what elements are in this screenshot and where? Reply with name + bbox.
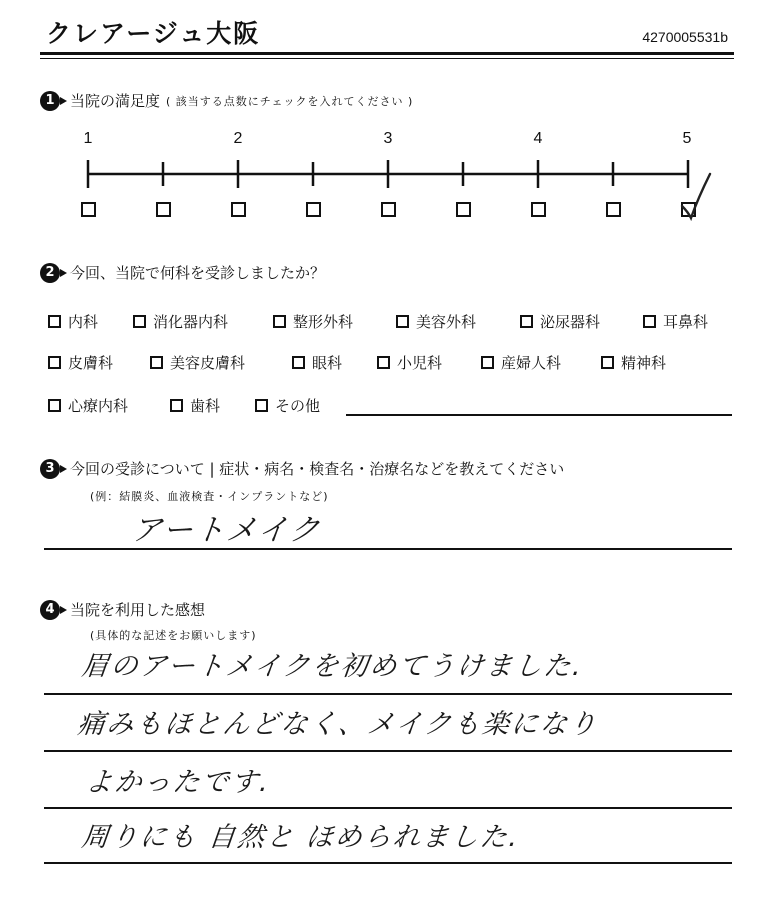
q3-number-badge: 3: [40, 459, 60, 479]
checkbox[interactable]: [377, 356, 390, 369]
option-dermatology[interactable]: [48, 352, 113, 373]
q2-number-badge: 2: [40, 263, 60, 283]
option-label: 内科: [68, 313, 99, 331]
option-label: 泌尿器科: [540, 313, 601, 331]
option-obstetrics[interactable]: [481, 352, 561, 373]
q1-title: 当院の満足度: [70, 92, 161, 110]
option-label: 眼科: [312, 354, 343, 372]
option-cosmetic-dermatology[interactable]: [150, 352, 245, 373]
score-checkbox-2[interactable]: [156, 202, 171, 217]
q4-rule-4[interactable]: [44, 862, 732, 864]
checkbox[interactable]: [48, 399, 61, 412]
q4-answer-line-2: 痛みもほとんどなく、メイクも楽になり: [76, 709, 600, 740]
clinic-name: クレアージュ大阪: [46, 19, 261, 48]
checkbox[interactable]: [292, 356, 305, 369]
q2-heading: [40, 262, 325, 283]
option-label: 整形外科: [293, 313, 354, 331]
q4-title: 当院を利用した感想: [70, 601, 206, 619]
option-cosmetic-surgery[interactable]: [396, 311, 476, 332]
q3-answer-line[interactable]: [44, 548, 732, 550]
score-checkbox-3[interactable]: [231, 202, 246, 217]
option-urology[interactable]: [520, 311, 600, 332]
scale-label-4: 4: [533, 130, 543, 147]
q1-note: ( 該当する点数にチェックを入れてください ): [166, 94, 414, 108]
checkmark-icon: [676, 168, 716, 224]
option-label: 美容皮膚科: [170, 354, 246, 372]
document-id: 4270005531b: [642, 29, 728, 45]
checkbox[interactable]: [150, 356, 163, 369]
q4-rule-2[interactable]: [44, 750, 732, 752]
option-label: 歯科: [190, 397, 221, 415]
q4-answer-line-3: よかったです.: [84, 767, 272, 798]
option-dentistry[interactable]: [170, 395, 220, 416]
option-gastroenterology[interactable]: [133, 311, 228, 332]
score-checkbox-1[interactable]: [81, 202, 96, 217]
q4-number-badge: 4: [40, 600, 60, 620]
option-label: 心療内科: [68, 397, 129, 415]
scale-label-2: 2: [233, 130, 243, 147]
q4-rule-3[interactable]: [44, 807, 732, 809]
checkbox[interactable]: [643, 315, 656, 328]
q1-number-badge: 1: [40, 91, 60, 111]
checkbox[interactable]: [255, 399, 268, 412]
option-label: 消化器内科: [153, 313, 229, 331]
score-checkbox-8[interactable]: [606, 202, 621, 217]
score-checkbox-5[interactable]: [381, 202, 396, 217]
checkbox[interactable]: [396, 315, 409, 328]
checkbox[interactable]: [481, 356, 494, 369]
checkbox[interactable]: [601, 356, 614, 369]
q4-rule-1[interactable]: [44, 693, 732, 695]
option-label: 皮膚科: [68, 354, 114, 372]
option-label: 小児科: [397, 354, 443, 372]
option-label: 産婦人科: [501, 354, 562, 372]
checkbox[interactable]: [133, 315, 146, 328]
q4-answer-line-1: 眉のアートメイクを初めてうけました.: [80, 651, 585, 682]
option-ophthalmology[interactable]: [292, 352, 342, 373]
scale-label-5: 5: [682, 130, 692, 147]
option-label: 美容外科: [416, 313, 477, 331]
scale-label-3: 3: [383, 130, 393, 147]
q4-answer-line-4: 周りにも 自然と ほめられました.: [80, 822, 522, 853]
q4-heading: [40, 599, 205, 620]
q3-example: (例：結膜炎、血液検査・インプラントなど): [90, 490, 329, 503]
score-checkbox-6[interactable]: [456, 202, 471, 217]
option-other[interactable]: [255, 395, 320, 416]
q3-heading: [40, 458, 564, 479]
checkbox[interactable]: [48, 356, 61, 369]
checkbox[interactable]: [170, 399, 183, 412]
score-checkbox-4[interactable]: [306, 202, 321, 217]
score-checkbox-7[interactable]: [531, 202, 546, 217]
option-label: 耳鼻科: [663, 313, 709, 331]
q3-handwritten-answer: アートメイク: [129, 513, 324, 548]
checkbox[interactable]: [273, 315, 286, 328]
option-orthopedics[interactable]: [273, 311, 353, 332]
checkbox[interactable]: [520, 315, 533, 328]
checkbox[interactable]: [48, 315, 61, 328]
option-psychosomatic[interactable]: [48, 395, 128, 416]
q3-title: 今回の受診について | 症状・病名・検査名・治療名などを教えてください: [70, 460, 565, 478]
option-pediatrics[interactable]: [377, 352, 442, 373]
option-label: 精神科: [621, 354, 667, 372]
scale-label-1: 1: [83, 130, 93, 147]
q4-note: (具体的な記述をお願いします): [90, 629, 257, 642]
option-internal-medicine[interactable]: [48, 311, 98, 332]
q2-title: 今回、当院で何科を受診しましたか？: [70, 264, 326, 282]
other-write-in-line[interactable]: [346, 414, 732, 416]
option-ent[interactable]: [643, 311, 708, 332]
option-label: その他: [275, 397, 321, 415]
option-psychiatry[interactable]: [601, 352, 666, 373]
